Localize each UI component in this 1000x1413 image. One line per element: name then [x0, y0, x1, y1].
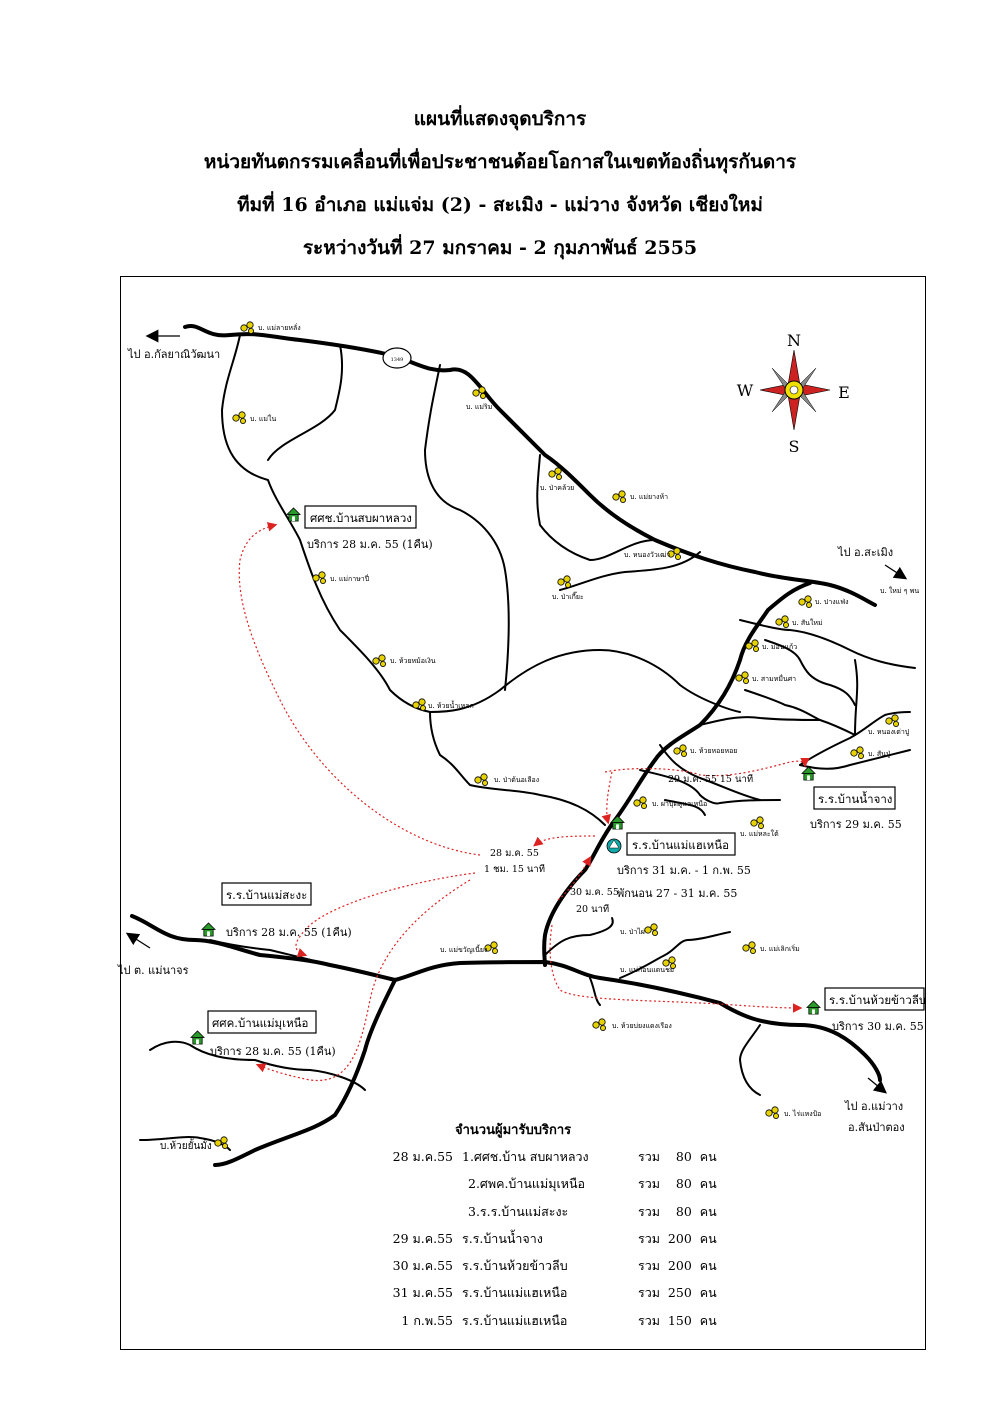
service-name: ร.ร.บ้านน้ำจาง — [818, 792, 893, 806]
arrow-down-right-icon — [868, 1078, 885, 1092]
service-name: ร.ร.บ้านแม่สะงะ — [226, 888, 308, 902]
stats-row-total: รวม 200 คน — [638, 1231, 717, 1246]
service-date: บริการ 28 ม.ค. 55 (1คืน) — [226, 926, 352, 939]
travel-note-30jan-date: 30 ม.ค. 55 — [570, 887, 619, 898]
stats-row-total: รวม 80 คน — [638, 1176, 717, 1191]
stats-row-total: รวม 150 คน — [638, 1313, 717, 1328]
building-icon — [611, 816, 624, 829]
travel-note-28jan-time: 1 ชม. 15 นาที — [484, 864, 546, 875]
village-label: บ. แม่กาษาปี่ — [330, 575, 370, 583]
service-date: บริการ 28 ม.ค. 55 (1คืน) — [210, 1045, 336, 1058]
compass-e: E — [838, 383, 850, 402]
direction-mae-wang: ไป อ.แม่วาง — [845, 1100, 904, 1113]
arrow-right-icon — [885, 565, 905, 578]
stats-row-date: 31 ม.ค.55 — [392, 1285, 453, 1300]
village-label: บ. ห้วยหม้อเงิน — [390, 657, 436, 665]
service-name: ศศช.บ้านสบผาหลวง — [310, 511, 412, 525]
date-range: ระหว่างวันที่ 27 มกราคม - 2 กุมภาพันธ์ 2555 — [302, 237, 698, 259]
service-names — [212, 511, 926, 1030]
village-label: บ.ห้วยยั้นมั้ง — [160, 1141, 212, 1152]
village-label: บ. ห้วยบ่ยงแดงเรือง — [612, 1022, 672, 1030]
village-label: บ. แม่ลายหลั่ง — [258, 324, 301, 332]
village-label: บ. ป่าไผ่ — [620, 928, 645, 936]
service-date: บริการ 31 ม.ค. - 1 ก.พ. 55 — [617, 864, 751, 877]
travel-note-29jan: 29 ม.ค. 55 15 นาที — [668, 774, 754, 785]
stats-row-total: รวม 200 คน — [638, 1258, 717, 1273]
compass-w: W — [736, 381, 754, 400]
building-icon — [807, 1001, 820, 1014]
main-roads — [132, 326, 880, 1165]
route-loop-mae-hae — [607, 772, 612, 822]
route-to-mae-hae-nua — [535, 836, 595, 845]
service-name: ศศค.บ้านแม่มุเหนือ — [212, 1016, 309, 1030]
village-label: บ. ไร่แหงป้อ — [784, 1110, 822, 1118]
stats-row-date: 1 ก.พ.55 — [401, 1313, 453, 1328]
village-label: บ. ผ่าปุดดูแลเหนือ — [652, 800, 708, 808]
village-icon — [751, 817, 764, 829]
building-icon — [202, 923, 215, 936]
village-label: บ. ป่าคล้วย — [540, 484, 575, 492]
village-label: บ. แม่ก้อนแดนชย — [620, 966, 674, 974]
stats-row-total: รวม 80 คน — [638, 1204, 717, 1219]
stats-row-place: ร.ร.บ้านแม่แฮเหนือ — [462, 1313, 568, 1328]
village-label: บ. ห้วยน้ำเหลก — [428, 702, 474, 710]
village-label: บ. ใหม่ ๆ พน — [880, 587, 920, 595]
village-icon — [373, 655, 386, 667]
compass-n: N — [787, 331, 801, 350]
village-label: บ. แม่หละใต้ — [740, 830, 779, 838]
village-label: บ. สันใหม่ — [792, 619, 823, 627]
direction-mae-na-chon: ไป ต. แม่นาจร — [118, 964, 189, 977]
village-icon — [776, 616, 789, 628]
village-icon — [766, 1107, 779, 1119]
village-label: บ. แม่ยางห้า — [630, 493, 669, 501]
village-label: บ. แม่ริม — [466, 403, 493, 411]
village-icon — [674, 745, 687, 757]
village-icon — [215, 1137, 228, 1149]
village-icon — [473, 387, 486, 399]
map-title: แผนที่แสดงจุดบริการ — [413, 108, 587, 130]
village-icon — [475, 774, 488, 786]
service-date: บริการ 28 ม.ค. 55 (1คืน) — [307, 538, 433, 551]
service-name: ร.ร.บ้านห้วยข้าวลีบ — [829, 993, 927, 1007]
village-icon — [645, 924, 658, 936]
village-icon — [886, 715, 899, 727]
village-label: บ. ห้วยหอยหอย — [690, 747, 738, 755]
stats-row-place: ร.ร.บ้านน้ำจาง — [462, 1231, 543, 1246]
travel-note-30jan-time: 20 นาที — [576, 904, 610, 915]
direction-san-pa-tong: อ.สันป่าตอง — [848, 1121, 905, 1134]
service-date: บริการ 29 ม.ค. 55 — [810, 818, 902, 831]
village-label: บ. ป่าต้นอเลือง — [494, 776, 540, 784]
stats-row-total: รวม 250 คน — [638, 1285, 717, 1300]
compass-s: S — [788, 437, 800, 456]
village-label: บ. แม่เลิกเริ่ม — [760, 945, 800, 953]
stats-row-place: 3.ร.ร.บ้านแม่สะงะ — [468, 1204, 569, 1219]
direction-galyani: ไป อ.กัลยาณิวัฒนา — [128, 348, 221, 361]
arrow-left-down-icon — [128, 934, 150, 948]
village-label: บ. ปางแฟ่ง — [815, 598, 849, 606]
stats-row-date: 28 ม.ค.55 — [392, 1149, 453, 1164]
village-icon — [549, 468, 562, 480]
stats-row-total: รวม 80 คน — [638, 1149, 717, 1164]
direction-samoeng: ไป อ.สะเมิง — [838, 546, 894, 559]
stats-row-place: 2.ศพค.บ้านแม่มุเหนือ — [468, 1176, 586, 1191]
village-icon — [233, 412, 246, 424]
stats-row-place: ร.ร.บ้านห้วยข้าวลีบ — [462, 1258, 568, 1273]
service-name: ร.ร.บ้านแม่แฮเหนือ — [632, 838, 729, 852]
village-label: บ. สันปู่ — [868, 750, 891, 758]
village-icon — [593, 1019, 606, 1031]
stats-row-place: 1.ศศช.บ้าน สบผาหลวง — [462, 1149, 589, 1164]
village-icon — [736, 672, 749, 684]
building-icon — [287, 508, 300, 521]
building-icon — [191, 1031, 204, 1044]
village-label: บ. หนองวัวเฒ่า — [624, 551, 671, 559]
village-icon — [613, 491, 626, 503]
stats-row-date: 30 ม.ค.55 — [392, 1258, 453, 1273]
service-date: บริการ 30 ม.ค. 55 — [832, 1020, 924, 1033]
village-label: บ. ป่าเกี๊ยะ — [552, 593, 584, 601]
village-icon — [799, 596, 812, 608]
village-label: บ. ม่อนแก้ว — [762, 643, 798, 651]
village-label: บ. สามหมื่นศา — [752, 675, 797, 683]
team-line: ทีมที่ 16 อำเภอ แม่แจ่ม (2) - สะเมิง - แม่วาง จังหวัด เชียงใหม่ — [237, 194, 763, 216]
stats-table — [393, 1149, 717, 1328]
stats-title: จำนวนผู้มารับบริการ — [455, 1123, 572, 1138]
village-icon — [743, 942, 756, 954]
village-icon — [634, 797, 647, 809]
village-icon — [241, 322, 254, 334]
building-icon — [802, 767, 815, 780]
village-label: บ. แม่ขวัญเนี้ยง — [440, 946, 488, 954]
village-icon — [558, 576, 571, 588]
stats-row-date: 29 ม.ค.55 — [392, 1231, 453, 1246]
village-label: บ. แม่ใน — [250, 415, 277, 423]
travel-note-28jan-date: 28 ม.ค. 55 — [490, 848, 539, 859]
service-stay-date: พักนอน 27 - 31 ม.ค. 55 — [617, 887, 738, 900]
village-label: บ. หนองเต่าปู — [868, 728, 910, 736]
compass-rose — [760, 350, 830, 430]
stats-row-place: ร.ร.บ้านแม่แฮเหนือ — [462, 1285, 568, 1300]
route-to-mae-sa-nga — [296, 873, 475, 955]
village-icon — [851, 747, 864, 759]
road-number-label: 1349 — [390, 357, 404, 363]
map-subtitle: หน่วยทันตกรรมเคลื่อนที่เพื่อประชาชนด้อยโอกาสในเขตท้องถิ่นทุรกันดาร — [203, 151, 797, 173]
